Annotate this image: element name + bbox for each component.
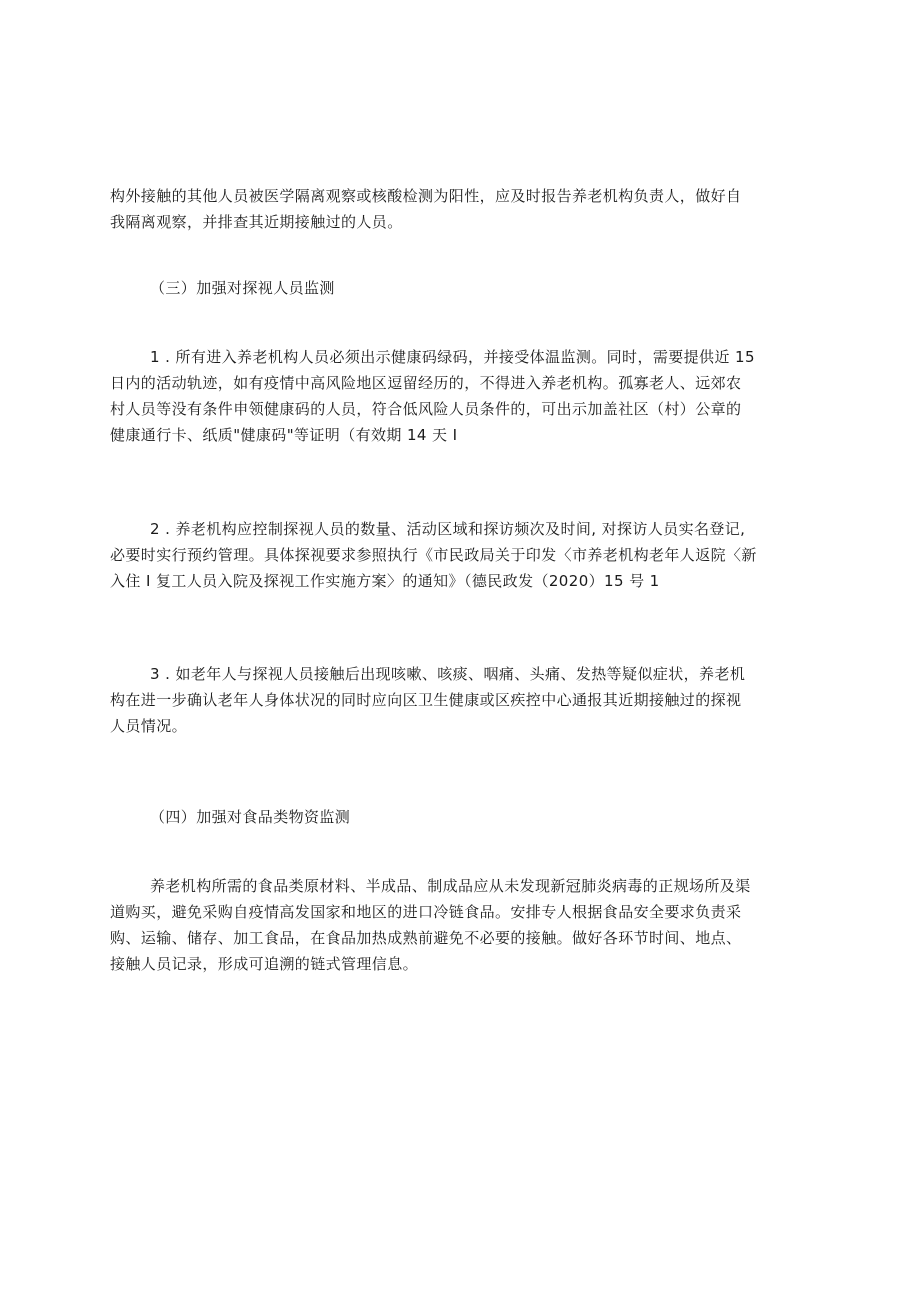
text-line: 3 . 如老年人与探视人员接触后出现咳嗽、咳痰、咽痛、头痛、发热等疑似症状，养老机 <box>150 665 746 683</box>
section-heading-visitor-monitoring: （三）加强对探视人员监测 <box>150 279 335 297</box>
text-line: 日内的活动轨迹，如有疫情中高风险地区逗留经历的，不得进入养老机构。孤寡老人、远郊农 <box>110 374 742 392</box>
list-item-health-code <box>110 344 812 448</box>
section-heading-food-monitoring: （四）加强对食品类物资监测 <box>150 808 351 826</box>
text-line: 构在进一步确认老年人身体状况的同时应向区卫生健康或区疾控中心通报其近期接触过的探视 <box>110 691 742 709</box>
paragraph-isolation-report <box>110 183 812 235</box>
text-line: 购、运输、储存、加工食品，在食品加热成熟前避免不必要的接触。做好各环节时间、地点、 <box>110 929 742 947</box>
text-line: 入住 I 复工人员入院及探视工作实施方案〉的通知》（德民政发（2020）15 号 1 <box>110 572 660 590</box>
text-line: 构外接触的其他人员被医学隔离观察或核酸检测为阳性，应及时报告养老机构负责人，做好自 <box>110 187 742 205</box>
text-line: 道购买，避免采购自疫情高发国家和地区的进口冷链食品。安排专人根据食品安全要求负责采 <box>110 903 742 921</box>
list-item-visitor-control <box>110 516 812 594</box>
text-line: 1 . 所有进入养老机构人员必须出示健康码绿码，并接受体温监测。同时，需要提供近 15 <box>150 348 755 366</box>
text-line: 村人员等没有条件申领健康码的人员，符合低风险人员条件的，可出示加盖社区（村）公章的 <box>110 400 742 418</box>
list-item-symptom-report <box>110 661 812 739</box>
text-line: 养老机构所需的食品类原材料、半成品、制成品应从未发现新冠肺炎病毒的正规场所及渠 <box>150 877 751 895</box>
paragraph-food-procurement <box>110 873 812 977</box>
text-line: 我隔离观察，并排查其近期接触过的人员。 <box>110 213 403 231</box>
text-line: 健康通行卡、纸质"健康码"等证明（有效期 14 天 I <box>110 426 458 444</box>
text-line: 人员情况。 <box>110 717 188 735</box>
text-line: 2 . 养老机构应控制探视人员的数量、活动区域和探访频次及时间, 对探访人员实名登记, <box>150 520 746 538</box>
text-line: 接触人员记录，形成可追溯的链式管理信息。 <box>110 955 419 973</box>
text-line: 必要时实行预约管理。具体探视要求参照执行《市民政局关于印发〈市养老机构老年人返院〈新 <box>110 546 757 564</box>
